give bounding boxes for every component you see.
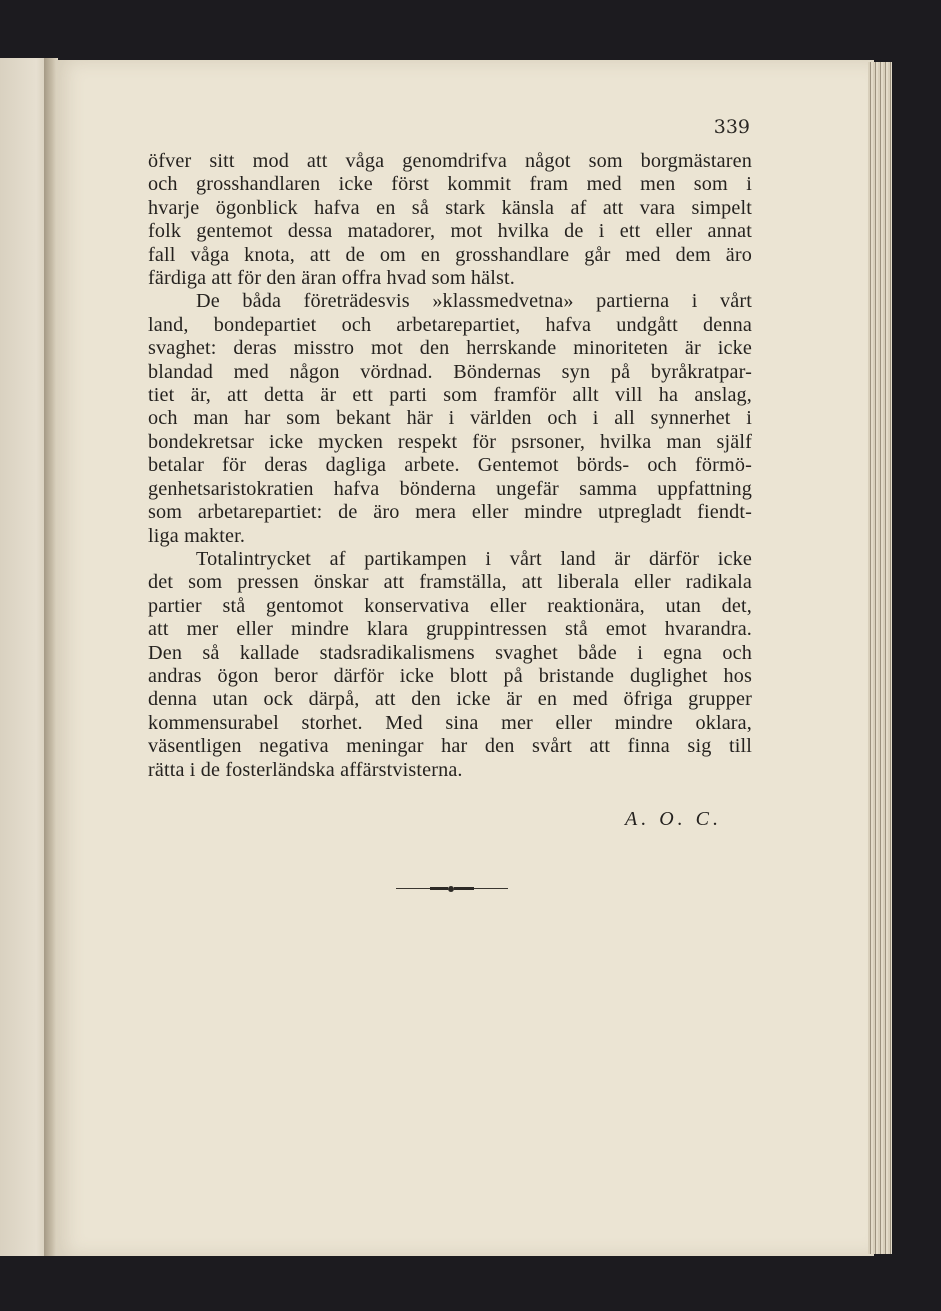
text-line: svaghet: deras misstro mot den herrskande minoriteten är icke <box>148 337 752 360</box>
section-end-ornament <box>396 885 508 893</box>
paragraph-3 <box>148 548 752 782</box>
text-line: land, bondepartiet och arbetarepartiet, hafva undgått denna <box>148 313 752 336</box>
text-line: det som pressen önskar att framställa, att liberala eller radikala <box>148 571 752 594</box>
text-line: färdiga att för den äran offra hvad som hälst. <box>148 267 515 290</box>
ornament-swell-left <box>430 887 448 890</box>
text-line: denna utan ock därpå, att den icke är en med öfriga grupper <box>148 688 752 711</box>
text-line: genhetsaristokratien hafva bönderna ungefär samma uppfattning <box>148 477 752 500</box>
paragraph-1 <box>148 150 752 290</box>
body-text <box>148 150 752 782</box>
ornament-rule-right <box>474 888 508 889</box>
text-line: och grosshandlaren icke först kommit fram med men som i <box>148 173 752 196</box>
ornament-rule-left <box>396 888 430 889</box>
text-line: och man har som bekant här i världen och i all synnerhet i <box>148 407 752 430</box>
text-line: hvarje ögonblick hafva en så stark känsla af att vara simpelt <box>148 196 752 219</box>
page-stack-edges <box>868 62 892 1254</box>
text-line: Den så kallade stadsradikalismens svaghet både i egna och <box>148 641 752 664</box>
text-line: att mer eller mindre klara gruppintressen stå emot hvarandra. <box>148 618 752 641</box>
paragraph-2 <box>148 290 752 547</box>
text-line: öfver sitt mod att våga genomdrifva något som borgmästaren <box>148 150 752 172</box>
page-number: 339 <box>713 116 750 138</box>
text-line: folk gentemot dessa matadorer, mot hvilka de i ett eller annat <box>148 220 752 243</box>
text-line: De båda företrädesvis »klassmedvetna» partierna i vårt <box>196 290 752 313</box>
text-line: väsentligen negativa meningar har den svårt att finna sig till <box>148 735 752 758</box>
text-line: andras ögon beror därför icke blott på bristande duglighet hos <box>148 664 752 687</box>
text-line: som arbetarepartiet: de äro mera eller mindre utpregladt fiendt- <box>148 501 752 524</box>
text-line: fall våga knota, att de om en grosshandlare går med dem äro <box>148 243 752 266</box>
text-line: partier stå gentomot konservativa eller reaktionära, utan det, <box>148 594 752 617</box>
text-line: betalar för deras dagliga arbete. Gentemot börds- och förmö- <box>148 454 752 477</box>
text-line: bondekretsar icke mycken respekt för psrsoner, hvilka man själf <box>148 430 752 453</box>
text-line: blandad med någon vördnad. Böndernas syn på byråkratpar- <box>148 360 752 383</box>
text-line: kommensurabel storhet. Med sina mer eller mindre oklara, <box>148 711 752 734</box>
text-line: liga makter. <box>148 524 246 547</box>
ornament-swell-right <box>454 887 474 890</box>
text-line: rätta i de fosterländska affärstvisterna. <box>148 758 463 781</box>
text-line: Totalintrycket af partikampen i vårt land är därför icke <box>196 547 752 570</box>
author-signature: A. O. C. <box>625 808 722 830</box>
text-line: tiet är, att detta är ett parti som framför allt vill ha anslag, <box>148 384 752 407</box>
